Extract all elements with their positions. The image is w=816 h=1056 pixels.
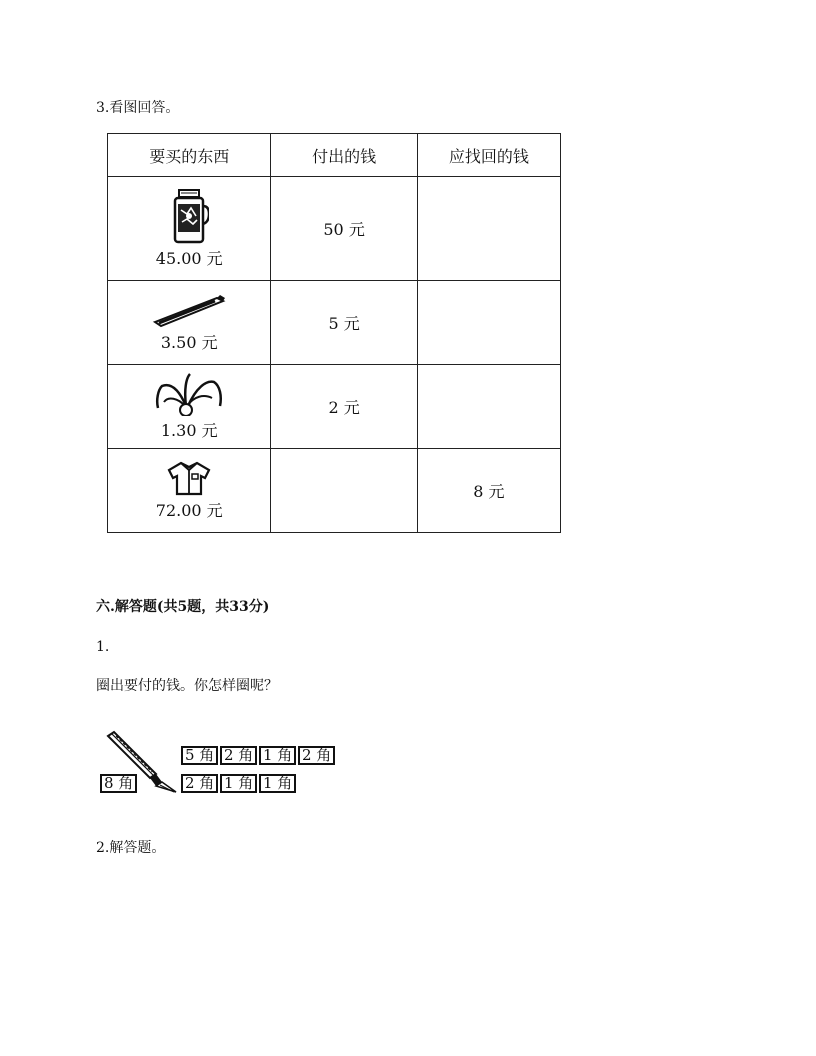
jar-icon <box>169 188 209 244</box>
change-cell: 8 元 <box>417 449 560 533</box>
coin-1-jiao[interactable]: 1 角 <box>259 746 296 765</box>
change-cell <box>417 281 560 365</box>
table-row <box>108 281 561 365</box>
coin-1-jiao[interactable]: 1 角 <box>259 774 296 793</box>
pen-icon <box>151 292 227 328</box>
coin-2-jiao[interactable]: 2 角 <box>181 774 218 793</box>
question-1-number: 1. <box>96 639 110 655</box>
header-paid: 付出的钱 <box>271 134 417 177</box>
item-price: 72.00 元 <box>155 501 223 520</box>
item-price: 1.30 元 <box>160 421 218 440</box>
paid-cell: 5 元 <box>271 281 417 365</box>
item-cell <box>108 449 271 533</box>
item-cell <box>108 365 271 449</box>
shopping-table <box>107 133 561 533</box>
shirt-icon <box>167 460 211 496</box>
question-1-prompt: 圈出要付的钱。你怎样圈呢？ <box>96 678 278 694</box>
coin-1-jiao[interactable]: 1 角 <box>220 774 257 793</box>
paid-cell: 2 元 <box>271 365 417 449</box>
coin-5-jiao[interactable]: 5 角 <box>181 746 218 765</box>
table-row <box>108 177 561 281</box>
paid-cell: 50 元 <box>271 177 417 281</box>
item-price: 3.50 元 <box>160 333 218 352</box>
header-item: 要买的东西 <box>108 134 271 177</box>
item-cell <box>108 177 271 281</box>
paid-cell <box>271 449 417 533</box>
coin-2-jiao[interactable]: 2 角 <box>220 746 257 765</box>
section-6-title: 六.解答题(共5题，共33分) <box>96 599 270 615</box>
header-change: 应找回的钱 <box>417 134 560 177</box>
question-2-title: 2.解答题。 <box>96 840 166 856</box>
change-cell <box>417 177 560 281</box>
price-tag: 8 角 <box>100 774 137 793</box>
change-cell <box>417 365 560 449</box>
table-header-row <box>108 134 561 177</box>
item-price: 45.00 元 <box>155 249 223 268</box>
table-row <box>108 449 561 533</box>
plant-icon <box>154 372 224 416</box>
table-row <box>108 365 561 449</box>
question-3-title: 3.看图回答。 <box>96 100 180 116</box>
item-cell <box>108 281 271 365</box>
coin-2-jiao[interactable]: 2 角 <box>298 746 335 765</box>
